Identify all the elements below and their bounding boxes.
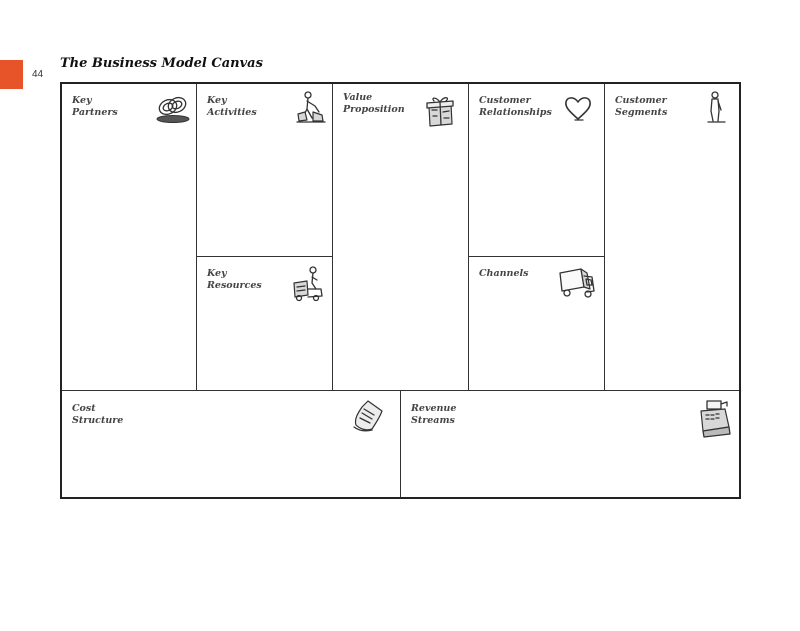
label-line-2: Segments [615,106,668,118]
label-line-2: Relationships [479,106,552,118]
block-customer-relationships [469,84,605,257]
label-line-2: Partners [72,106,118,118]
label-line-2: Proposition [343,103,405,115]
truck-icon [557,267,597,303]
label-line-1: Customer [479,95,531,106]
block-label [207,95,297,118]
page-title: The Business Model Canvas [60,56,263,71]
chain-links-icon [155,92,191,128]
block-channels [469,257,605,391]
label-line-2: Resources [207,279,262,291]
block-value-proposition [333,84,469,391]
label-line-1: Value [343,92,373,103]
block-key-partners [62,84,197,391]
label-line-1: Channels [479,268,529,279]
label-line-2: Structure [72,414,124,426]
price-tag-icon [350,399,386,437]
label-line-2: Streams [411,414,455,426]
person-icon [705,90,729,128]
worker-icon [295,90,327,128]
gift-icon [425,94,457,132]
block-label [411,403,501,426]
label-line-1: Cost [72,403,96,414]
page-number: 44 [32,69,44,80]
block-cost-structure [62,391,401,497]
block-customer-segments [605,84,739,391]
label-line-1: Key [207,95,227,106]
block-label [479,268,569,280]
label-line-1: Revenue [411,403,457,414]
cash-register-icon [697,399,733,443]
block-label [72,95,162,118]
label-line-1: Key [72,95,92,106]
heart-icon [563,94,593,126]
block-label [343,92,433,115]
block-label [615,95,705,118]
block-label [72,403,162,426]
page-tab-marker [0,60,23,89]
business-model-canvas [60,82,741,499]
block-label [207,268,297,291]
block-key-activities [197,84,333,257]
label-line-1: Customer [615,95,667,106]
forklift-icon [291,265,327,307]
block-key-resources [197,257,333,391]
label-line-2: Activities [207,106,257,118]
label-line-1: Key [207,268,227,279]
block-label [479,95,569,118]
block-revenue-streams [401,391,739,497]
